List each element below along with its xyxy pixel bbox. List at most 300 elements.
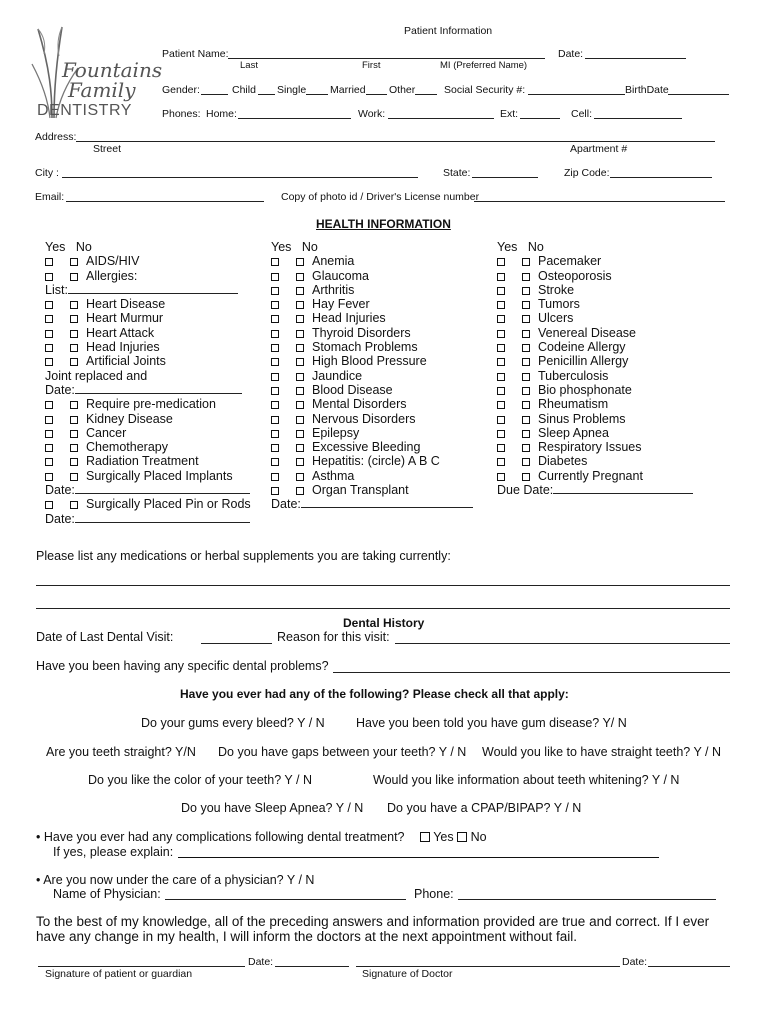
- gender-label: Gender:: [162, 84, 200, 96]
- ext-field[interactable]: [520, 118, 560, 119]
- no-checkbox[interactable]: [296, 458, 304, 466]
- allergies-list-field[interactable]: [68, 283, 238, 294]
- no-checkbox[interactable]: [70, 301, 78, 309]
- dental-problems-field[interactable]: [333, 672, 730, 673]
- condition-label: Osteoporosis: [538, 268, 612, 283]
- condition-label: Surgically Placed Implants: [86, 468, 233, 483]
- q-physician[interactable]: [36, 873, 314, 887]
- yes-checkbox[interactable]: [45, 344, 53, 352]
- no-checkbox[interactable]: [70, 358, 78, 366]
- condition-row: [271, 426, 473, 440]
- condition-row: [497, 440, 693, 454]
- no-checkbox[interactable]: [522, 330, 530, 338]
- q-gum-disease[interactable]: Have you been told you have gum disease? Y/ N: [356, 716, 627, 730]
- no-checkbox[interactable]: [70, 430, 78, 438]
- no-checkbox[interactable]: [522, 401, 530, 409]
- q-teeth-straight[interactable]: Are you teeth straight? Y/N: [46, 745, 196, 759]
- yes-checkbox[interactable]: [45, 258, 53, 266]
- home-label: Home:: [206, 108, 237, 120]
- no-checkbox[interactable]: [296, 287, 304, 295]
- single-label: Single: [277, 84, 307, 96]
- pin-date-field[interactable]: [75, 512, 250, 523]
- condition-row: [45, 497, 251, 511]
- yes-checkbox[interactable]: [45, 401, 53, 409]
- condition-row: [497, 369, 693, 383]
- child-label: Child: [232, 84, 256, 96]
- no-checkbox[interactable]: [70, 315, 78, 323]
- condition-row: [497, 311, 693, 325]
- no-header: No: [75, 240, 92, 254]
- yes-checkbox[interactable]: [497, 301, 505, 309]
- yes-checkbox[interactable]: [497, 401, 505, 409]
- yes-checkbox[interactable]: [271, 458, 279, 466]
- bullet-icon: •: [36, 873, 41, 887]
- yes-checkbox[interactable]: [271, 401, 279, 409]
- last-name-caption: Last: [240, 60, 258, 71]
- single-field[interactable]: [306, 94, 328, 95]
- condition-label: Codeine Allergy: [538, 340, 626, 355]
- q-complications: [36, 830, 487, 844]
- no-checkbox[interactable]: [522, 387, 530, 395]
- condition-label: Cancer: [86, 425, 127, 440]
- no-checkbox[interactable]: [70, 416, 78, 424]
- condition-row: [45, 311, 251, 325]
- date-label: Date:: [558, 48, 584, 60]
- condition-row: [45, 412, 251, 426]
- no-checkbox[interactable]: [522, 373, 530, 381]
- no-checkbox[interactable]: [296, 315, 304, 323]
- complications-yes-label: Yes: [433, 830, 454, 844]
- condition-row: [271, 340, 473, 354]
- condition-label: Artificial Joints: [86, 354, 166, 369]
- condition-label: Jaundice: [312, 368, 363, 383]
- other-label: Other: [389, 84, 416, 96]
- condition-row: [45, 354, 251, 368]
- zip-label: Zip Code:: [564, 167, 610, 179]
- physician-phone-label: Phone:: [414, 887, 454, 901]
- birthdate-field[interactable]: [668, 94, 729, 95]
- no-checkbox[interactable]: [70, 273, 78, 281]
- reason-label: Reason for this visit:: [277, 630, 390, 644]
- photo-id-label: Copy of photo id / Driver's License number: [281, 191, 480, 203]
- condition-label: Radiation Treatment: [86, 454, 199, 469]
- condition-row: [271, 483, 473, 497]
- q-teeth-color[interactable]: Do you like the color of your teeth? Y / N: [88, 773, 312, 787]
- yes-checkbox[interactable]: [271, 358, 279, 366]
- condition-label: Rheumatism: [538, 397, 609, 412]
- logo-text-family: Family: [68, 78, 136, 102]
- condition-label: Stroke: [538, 282, 575, 297]
- last-visit-label: Date of Last Dental Visit:: [36, 630, 174, 644]
- yes-header: Yes: [271, 240, 292, 254]
- yes-checkbox[interactable]: [271, 330, 279, 338]
- condition-row: [271, 369, 473, 383]
- no-checkbox[interactable]: [296, 301, 304, 309]
- medications-line-2[interactable]: [36, 608, 730, 609]
- physician-phone-field[interactable]: [458, 899, 716, 900]
- dental-history-heading: Dental History: [343, 616, 425, 630]
- no-checkbox[interactable]: [70, 258, 78, 266]
- condition-row: [497, 426, 693, 440]
- no-checkbox[interactable]: [522, 258, 530, 266]
- doctor-signature-caption: Signature of Doctor: [362, 968, 453, 980]
- no-header: No: [301, 240, 318, 254]
- yes-checkbox[interactable]: [271, 430, 279, 438]
- condition-row: [271, 297, 473, 311]
- no-checkbox[interactable]: [296, 273, 304, 281]
- condition-label: Thyroid Disorders: [312, 325, 411, 340]
- no-checkbox[interactable]: [296, 344, 304, 352]
- yes-checkbox[interactable]: [497, 358, 505, 366]
- condition-row: [271, 326, 473, 340]
- bullet-icon: •: [36, 830, 41, 844]
- no-checkbox[interactable]: [522, 444, 530, 452]
- health-column-3: [497, 240, 693, 497]
- complications-yes-checkbox[interactable]: [420, 832, 430, 842]
- yes-checkbox[interactable]: [497, 315, 505, 323]
- yes-checkbox[interactable]: [271, 258, 279, 266]
- yes-checkbox[interactable]: [497, 373, 505, 381]
- home-phone-field[interactable]: [238, 118, 351, 119]
- condition-label: Sinus Problems: [538, 411, 626, 426]
- no-checkbox[interactable]: [522, 301, 530, 309]
- yes-checkbox[interactable]: [271, 473, 279, 481]
- yes-checkbox[interactable]: [271, 444, 279, 452]
- q-want-straight[interactable]: Would you like to have straight teeth? Y / N: [482, 745, 722, 759]
- condition-row: [45, 426, 251, 440]
- condition-row: [45, 440, 251, 454]
- gender-field[interactable]: [201, 94, 228, 95]
- yes-checkbox[interactable]: [271, 373, 279, 381]
- yes-checkbox[interactable]: [497, 416, 505, 424]
- no-checkbox[interactable]: [522, 315, 530, 323]
- pin-date-label: Date:: [45, 511, 75, 526]
- q-whitening[interactable]: Would you like information about teeth whitening? Y / N: [373, 773, 680, 787]
- physician-name-label: Name of Physician:: [53, 887, 161, 901]
- condition-row: [497, 297, 693, 311]
- no-checkbox[interactable]: [522, 430, 530, 438]
- yes-header: Yes: [45, 240, 66, 254]
- no-checkbox[interactable]: [70, 458, 78, 466]
- q-sleep-apnea[interactable]: Do you have Sleep Apnea? Y / N: [181, 801, 364, 815]
- no-checkbox[interactable]: [522, 458, 530, 466]
- logo-text-dentistry: DENTISTRY: [37, 102, 132, 119]
- condition-label: AIDS/HIV: [86, 254, 140, 269]
- condition-label: Asthma: [312, 468, 355, 483]
- patient-sign-date-field[interactable]: [275, 966, 349, 967]
- dental-problems-label: Have you been having any specific dental problems?: [36, 659, 329, 673]
- condition-row: [497, 354, 693, 368]
- logo-text-fountains: Fountains: [62, 58, 163, 82]
- yes-checkbox[interactable]: [497, 387, 505, 395]
- condition-row: [45, 269, 251, 283]
- condition-row: [497, 397, 693, 411]
- condition-row: [497, 340, 693, 354]
- condition-label: Excessive Bleeding: [312, 440, 421, 455]
- condition-row: [497, 412, 693, 426]
- condition-label: Require pre-medication: [86, 397, 216, 412]
- yes-checkbox[interactable]: [271, 315, 279, 323]
- list-label: List:: [45, 282, 68, 297]
- zip-field[interactable]: [610, 177, 712, 178]
- condition-label: Venereal Disease: [538, 325, 636, 340]
- birthdate-label: BirthDate: [625, 84, 669, 96]
- condition-row: [45, 326, 251, 340]
- email-label: Email:: [35, 191, 65, 203]
- q-physician-label: Are you now under the care of a physician? Y / N: [43, 873, 315, 887]
- yes-checkbox[interactable]: [45, 473, 53, 481]
- apartment-caption: Apartment #: [570, 143, 628, 155]
- yes-checkbox[interactable]: [271, 301, 279, 309]
- medications-line-1[interactable]: [36, 585, 730, 586]
- explain-field[interactable]: [178, 857, 659, 858]
- condition-row: [271, 269, 473, 283]
- condition-label: Epilepsy: [312, 425, 360, 440]
- other-field[interactable]: [415, 94, 437, 95]
- city-label: City :: [35, 167, 59, 179]
- yes-checkbox[interactable]: [271, 387, 279, 395]
- patient-sign-date-label: Date:: [248, 956, 274, 968]
- no-checkbox[interactable]: [522, 287, 530, 295]
- yes-checkbox[interactable]: [497, 287, 505, 295]
- condition-label: Tumors: [538, 297, 580, 312]
- no-checkbox[interactable]: [296, 330, 304, 338]
- condition-row: [271, 354, 473, 368]
- condition-row: [271, 311, 473, 325]
- address-label: Address:: [35, 131, 77, 143]
- condition-row: [497, 469, 693, 483]
- condition-label: High Blood Pressure: [312, 354, 427, 369]
- condition-label: Kidney Disease: [86, 411, 173, 426]
- yes-checkbox[interactable]: [45, 315, 53, 323]
- address-field[interactable]: [76, 141, 715, 142]
- work-label: Work:: [358, 108, 386, 120]
- ssn-label: Social Security #:: [444, 84, 526, 96]
- q-gaps[interactable]: Do you have gaps between your teeth? Y / N: [218, 745, 467, 759]
- yes-checkbox[interactable]: [45, 430, 53, 438]
- condition-label: Currently Pregnant: [538, 468, 643, 483]
- no-checkbox[interactable]: [296, 387, 304, 395]
- explain-label: If yes, please explain:: [53, 845, 174, 859]
- street-caption: Street: [93, 143, 122, 155]
- condition-label: Heart Murmur: [86, 311, 164, 326]
- condition-row: [271, 454, 473, 468]
- yes-checkbox[interactable]: [497, 473, 505, 481]
- yes-checkbox[interactable]: [45, 444, 53, 452]
- no-checkbox[interactable]: [296, 444, 304, 452]
- condition-label: Head Injuries: [86, 340, 160, 355]
- married-field[interactable]: [366, 94, 387, 95]
- child-field[interactable]: [258, 94, 275, 95]
- condition-row: [271, 412, 473, 426]
- married-label: Married: [330, 84, 366, 96]
- condition-row: [271, 383, 473, 397]
- condition-label: Surgically Placed Pin or Rods: [86, 497, 251, 512]
- date-field[interactable]: [585, 58, 686, 59]
- no-checkbox[interactable]: [296, 473, 304, 481]
- condition-row: [497, 269, 693, 283]
- no-checkbox[interactable]: [522, 416, 530, 424]
- doctor-sign-date-field[interactable]: [648, 966, 730, 967]
- state-field[interactable]: [472, 177, 538, 178]
- condition-row: [271, 283, 473, 297]
- yes-checkbox[interactable]: [497, 258, 505, 266]
- last-visit-field[interactable]: [201, 643, 272, 644]
- email-field[interactable]: [66, 201, 264, 202]
- no-checkbox[interactable]: [70, 473, 78, 481]
- yes-checkbox[interactable]: [497, 458, 505, 466]
- condition-row: [271, 397, 473, 411]
- condition-label: Hepatitis: (circle) A B C: [312, 454, 440, 469]
- condition-row: [271, 469, 473, 483]
- no-checkbox[interactable]: [296, 430, 304, 438]
- no-checkbox[interactable]: [296, 416, 304, 424]
- photo-id-field[interactable]: [474, 201, 725, 202]
- ssn-field[interactable]: [528, 94, 625, 95]
- condition-row: [45, 340, 251, 354]
- no-checkbox[interactable]: [70, 330, 78, 338]
- health-column-1: [45, 240, 251, 526]
- doctor-sign-date-label: Date:: [622, 956, 648, 968]
- yes-checkbox[interactable]: [45, 358, 53, 366]
- yes-checkbox[interactable]: [497, 330, 505, 338]
- condition-row: [45, 254, 251, 268]
- condition-label: Head Injuries: [312, 311, 386, 326]
- due-date-label: Due Date:: [497, 483, 554, 498]
- q-complications-label: Have you ever had any complications following dental treatment?: [43, 830, 405, 844]
- no-checkbox[interactable]: [70, 344, 78, 352]
- condition-row: [497, 254, 693, 268]
- mi-caption: MI (Preferred Name): [440, 60, 528, 71]
- condition-row: [45, 397, 251, 411]
- phones-label: Phones:: [162, 108, 201, 120]
- work-phone-field[interactable]: [388, 118, 494, 119]
- yes-checkbox[interactable]: [45, 273, 53, 281]
- no-checkbox[interactable]: [522, 273, 530, 281]
- state-label: State:: [443, 167, 471, 179]
- yes-checkbox[interactable]: [497, 430, 505, 438]
- condition-row: [271, 254, 473, 268]
- joint-replaced-label: Joint replaced and: [45, 368, 148, 383]
- health-heading: HEALTH INFORMATION: [316, 217, 451, 231]
- due-date-field[interactable]: [553, 483, 693, 494]
- yes-checkbox[interactable]: [497, 273, 505, 281]
- no-checkbox[interactable]: [522, 473, 530, 481]
- condition-row: [45, 469, 251, 483]
- no-header: No: [527, 240, 544, 254]
- yes-checkbox[interactable]: [45, 301, 53, 309]
- joint-date-label: Date:: [45, 382, 75, 397]
- condition-row: [497, 454, 693, 468]
- transplant-date-label: Date:: [271, 497, 301, 512]
- no-checkbox[interactable]: [296, 487, 304, 495]
- condition-label: Tuberculosis: [538, 368, 609, 383]
- condition-label: Pacemaker: [538, 254, 602, 269]
- medications-label: Please list any medications or herbal supplements you are taking currently:: [36, 549, 451, 563]
- doctor-signature-line[interactable]: [356, 966, 620, 967]
- condition-row: [45, 297, 251, 311]
- no-checkbox[interactable]: [296, 358, 304, 366]
- yes-checkbox[interactable]: [271, 416, 279, 424]
- yes-checkbox[interactable]: [45, 501, 53, 509]
- complications-no-option[interactable]: [457, 830, 486, 844]
- condition-label: Ulcers: [538, 311, 574, 326]
- condition-label: Mental Disorders: [312, 397, 407, 412]
- complications-no-label: No: [470, 830, 487, 844]
- yes-checkbox[interactable]: [497, 444, 505, 452]
- yes-checkbox[interactable]: [271, 487, 279, 495]
- condition-label: Heart Disease: [86, 297, 166, 312]
- no-checkbox[interactable]: [296, 373, 304, 381]
- cell-label: Cell:: [571, 108, 593, 120]
- no-checkbox[interactable]: [522, 344, 530, 352]
- condition-label: Heart Attack: [86, 325, 155, 340]
- q-cpap[interactable]: Do you have a CPAP/BIPAP? Y / N: [387, 801, 582, 815]
- yes-checkbox[interactable]: [45, 458, 53, 466]
- physician-name-field[interactable]: [165, 899, 406, 900]
- implant-date-label: Date:: [45, 483, 75, 498]
- yes-checkbox[interactable]: [45, 416, 53, 424]
- patient-name-label: Patient Name:: [162, 48, 229, 60]
- patient-signature-line[interactable]: [38, 966, 245, 967]
- transplant-date-field[interactable]: [301, 497, 473, 508]
- patient-name-field[interactable]: [228, 58, 545, 59]
- no-checkbox[interactable]: [296, 258, 304, 266]
- statement-text: To the best of my knowledge, all of the preceding answers and information provided are true and correct. If I ever have any change in my health, I will inform the doctors at the next appointment without fail.: [36, 914, 710, 944]
- yes-checkbox[interactable]: [497, 344, 505, 352]
- condition-label: Organ Transplant: [312, 483, 409, 498]
- condition-label: Nervous Disorders: [312, 411, 416, 426]
- patient-signature-caption: Signature of patient or guardian: [45, 968, 193, 980]
- yes-checkbox[interactable]: [271, 273, 279, 281]
- reason-field[interactable]: [395, 643, 730, 644]
- condition-label: Arthritis: [312, 282, 355, 297]
- condition-label: Blood Disease: [312, 382, 393, 397]
- no-checkbox[interactable]: [70, 444, 78, 452]
- yes-checkbox[interactable]: [271, 344, 279, 352]
- joint-date-field[interactable]: [75, 383, 242, 394]
- condition-label: Glaucoma: [312, 268, 369, 283]
- no-checkbox[interactable]: [70, 401, 78, 409]
- complications-yes-option[interactable]: [420, 830, 454, 844]
- condition-label: Penicillin Allergy: [538, 354, 629, 369]
- condition-label: Bio phosphonate: [538, 382, 632, 397]
- complications-no-checkbox[interactable]: [457, 832, 467, 842]
- cell-phone-field[interactable]: [594, 118, 682, 119]
- yes-checkbox[interactable]: [45, 330, 53, 338]
- no-checkbox[interactable]: [70, 501, 78, 509]
- health-column-2: [271, 240, 473, 512]
- condition-row: [45, 454, 251, 468]
- condition-label: Hay Fever: [312, 297, 370, 312]
- ext-label: Ext:: [500, 108, 519, 120]
- condition-row: [497, 383, 693, 397]
- condition-row: [497, 326, 693, 340]
- condition-row: [271, 440, 473, 454]
- condition-label: Respiratory Issues: [538, 440, 642, 455]
- no-checkbox[interactable]: [296, 401, 304, 409]
- city-field[interactable]: [62, 177, 418, 178]
- first-name-caption: First: [362, 60, 381, 71]
- implant-date-field[interactable]: [75, 483, 250, 494]
- yes-header: Yes: [497, 240, 518, 254]
- condition-label: Anemia: [312, 254, 355, 269]
- check-all-heading: Have you ever had any of the following? Please check all that apply:: [180, 687, 569, 701]
- no-checkbox[interactable]: [522, 358, 530, 366]
- condition-label: Diabetes: [538, 454, 588, 469]
- q-gums-bleed[interactable]: Do your gums every bleed? Y / N: [141, 716, 325, 730]
- yes-checkbox[interactable]: [271, 287, 279, 295]
